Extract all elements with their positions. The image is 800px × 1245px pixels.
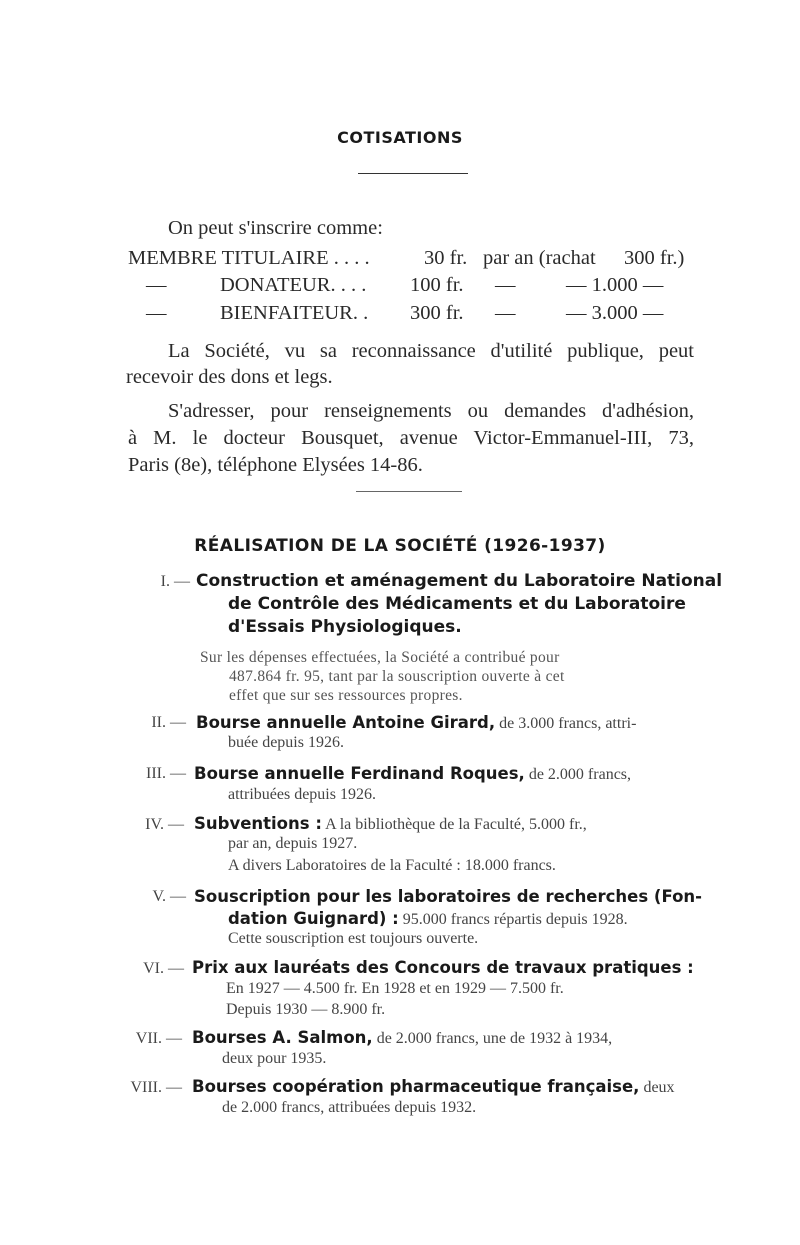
paragraph-line: S'adresser, pour renseignements ou demandes d'adhésion, bbox=[168, 400, 694, 422]
item-title: Bourse annuelle Ferdinand Roques, bbox=[194, 764, 525, 783]
tariff-buyback: — 3.000 — bbox=[566, 302, 664, 324]
item-text: attribuées depuis 1926. bbox=[228, 786, 376, 803]
heading-rule bbox=[358, 173, 468, 174]
item-text: de 3.000 francs, attri- bbox=[499, 715, 637, 732]
item-title: Subventions : bbox=[194, 814, 322, 833]
item-title: Prix aux lauréats des Concours de travaux pratiques : bbox=[192, 958, 694, 977]
item-text: 95.000 francs répartis depuis 1928. bbox=[402, 911, 628, 928]
item-note: 487.864 fr. 95, tant par la souscription ouverte à cet bbox=[229, 668, 565, 685]
item-text: buée depuis 1926. bbox=[228, 734, 344, 751]
tariff-amount: 100 fr. bbox=[410, 274, 464, 296]
item-title: dation Guignard) : bbox=[228, 909, 399, 928]
cotisations-heading: COTISATIONS bbox=[337, 128, 463, 147]
item-title: Bourse annuelle Antoine Girard, bbox=[196, 713, 496, 732]
paragraph-line: à M. le docteur Bousquet, avenue Victor-Emmanuel-III, 73, bbox=[128, 427, 694, 449]
tariff-period: — bbox=[495, 302, 516, 324]
tariff-buyback: — 1.000 — bbox=[566, 274, 664, 296]
tariff-dash: — bbox=[146, 274, 167, 296]
item-title: Bourses A. Salmon, bbox=[192, 1028, 373, 1047]
item-text: de 2.000 francs, attribuées depuis 1932. bbox=[222, 1099, 477, 1116]
tariff-amount: 300 fr. bbox=[410, 302, 464, 324]
item-text: par an, depuis 1927. bbox=[228, 835, 358, 852]
item-number: III. — bbox=[146, 765, 186, 782]
item-text: A la bibliothèque de la Faculté, 5.000 fr., bbox=[325, 816, 587, 833]
paragraph-line: La Société, vu sa reconnaissance d'utilité publique, peut bbox=[168, 340, 694, 362]
intro-line: On peut s'inscrire comme: bbox=[168, 217, 383, 239]
tariff-dash: — bbox=[146, 302, 167, 324]
tariff-buyback: 300 fr.) bbox=[624, 247, 685, 269]
item-title: d'Essais Physiologiques. bbox=[228, 617, 462, 637]
item-number: V. — bbox=[152, 888, 186, 905]
item-text: A divers Laboratoires de la Faculté : 18.000 francs. bbox=[228, 857, 556, 874]
item-title: Souscription pour les laboratoires de recherches (Fon- bbox=[194, 887, 702, 906]
item-title: de Contrôle des Médicaments et du Laboratoire bbox=[228, 594, 686, 614]
item-number: VII. — bbox=[135, 1030, 182, 1047]
item-text: Depuis 1930 — 8.900 fr. bbox=[226, 1001, 386, 1018]
section-divider bbox=[356, 491, 462, 492]
tariff-period: par an (rachat bbox=[483, 247, 596, 269]
item-text: deux bbox=[643, 1079, 675, 1096]
paragraph-line: Paris (8e), téléphone Elysées 14-86. bbox=[128, 454, 423, 476]
item-text: de 2.000 francs, bbox=[528, 766, 632, 783]
item-number: I. — bbox=[160, 573, 190, 590]
item-text: de 2.000 francs, une de 1932 à 1934, bbox=[376, 1030, 613, 1047]
tariff-label: DONATEUR. . . . bbox=[220, 274, 367, 296]
item-text: En 1927 — 4.500 fr. En 1928 et en 1929 — 7.500 fr. bbox=[226, 980, 564, 997]
tariff-amount: 30 fr. bbox=[424, 247, 468, 269]
item-text: Cette souscription est toujours ouverte. bbox=[228, 930, 479, 947]
item-note: Sur les dépenses effectuées, la Société a contribué pour bbox=[200, 649, 560, 666]
item-title: Construction et aménagement du Laboratoire National bbox=[196, 571, 723, 591]
paragraph-line: recevoir des dons et legs. bbox=[126, 366, 333, 388]
item-note: effet que sur ses ressources propres. bbox=[229, 687, 463, 704]
tariff-period: — bbox=[495, 274, 516, 296]
tariff-label: MEMBRE TITULAIRE . . . . bbox=[128, 247, 370, 269]
item-number: VIII. — bbox=[130, 1079, 182, 1096]
item-number: IV. — bbox=[145, 816, 184, 833]
item-title: Bourses coopération pharmaceutique française, bbox=[192, 1077, 640, 1096]
realisation-heading: RÉALISATION DE LA SOCIÉTÉ (1926-1937) bbox=[194, 536, 606, 556]
item-number: VI. — bbox=[143, 960, 184, 977]
item-text: deux pour 1935. bbox=[222, 1050, 327, 1067]
tariff-label: BIENFAITEUR. . bbox=[220, 302, 369, 324]
item-number: II. — bbox=[151, 714, 186, 731]
